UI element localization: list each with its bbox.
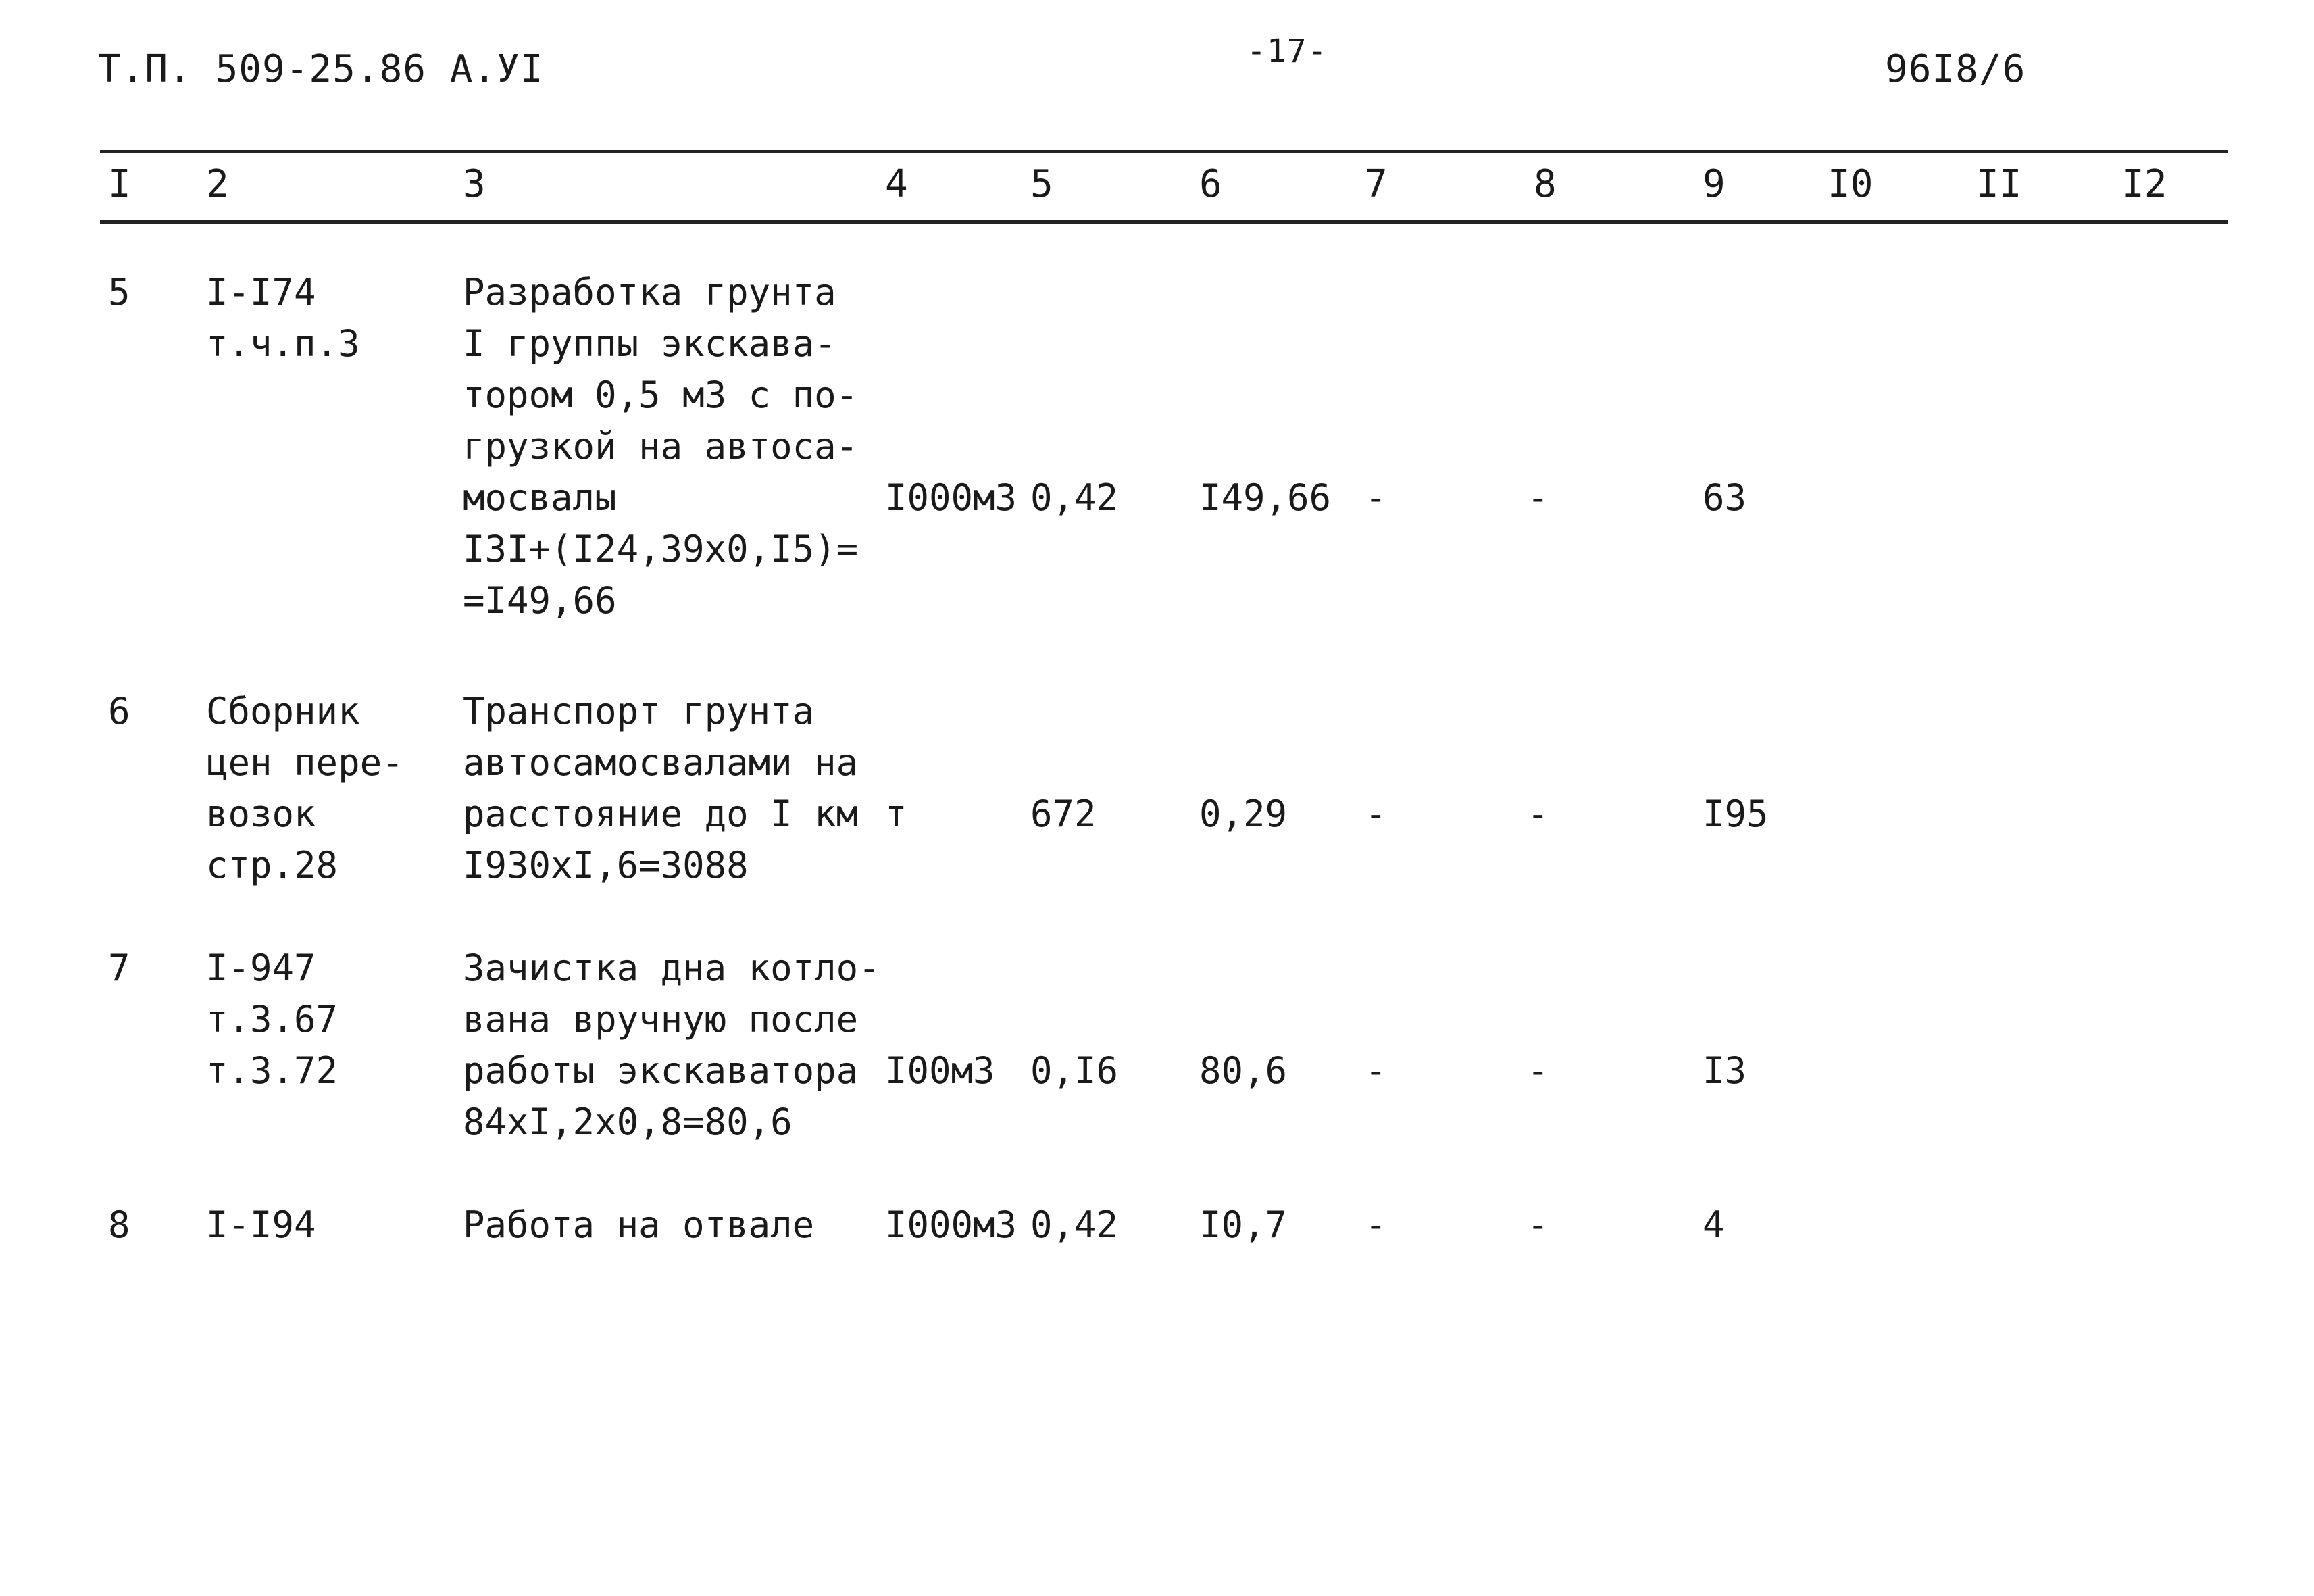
column-number-4: 4 <box>885 162 908 206</box>
table-header-rule <box>100 220 2228 224</box>
row-number: 7 <box>108 947 130 989</box>
column-number-5: 5 <box>1030 162 1053 206</box>
unit-price: 0,29 <box>1199 793 1288 835</box>
column-number-7: 7 <box>1365 162 1388 206</box>
unit-price: I0,7 <box>1199 1203 1288 1246</box>
column-9-value: I3 <box>1703 1049 1747 1092</box>
column-7-value: - <box>1365 1203 1387 1246</box>
unit-of-measure: I00м3 <box>885 1049 995 1092</box>
page-number: -17- <box>1247 32 1328 70</box>
norm-reference: I-I94 <box>206 1203 316 1246</box>
work-description: Транспорт грунта автосамосвалами на расстояние до I км I930хI,6=3088 <box>463 690 859 887</box>
column-7-value: - <box>1365 476 1387 519</box>
row-number: 6 <box>108 690 130 732</box>
column-number-6: 6 <box>1199 162 1222 206</box>
quantity: 0,I6 <box>1030 1049 1119 1092</box>
row-number: 8 <box>108 1203 130 1246</box>
norm-reference: I-947 т.3.67 т.3.72 <box>206 947 338 1092</box>
document-reference: Т.П. 509-25.86 А.УI <box>98 47 544 91</box>
row-number: 5 <box>108 271 130 314</box>
work-description: Работа на отвале <box>463 1203 815 1246</box>
column-number-2: 2 <box>206 162 229 206</box>
column-number-3: 3 <box>463 162 486 206</box>
document-code: 96I8/6 <box>1885 47 2026 91</box>
quantity: 0,42 <box>1030 1203 1119 1246</box>
norm-reference: Сборник цен пере- возок стр.28 <box>206 690 404 887</box>
column-8-value: - <box>1527 476 1549 519</box>
column-9-value: 4 <box>1703 1203 1725 1246</box>
quantity: 672 <box>1030 793 1097 835</box>
column-number-11: II <box>1976 162 2022 206</box>
table-top-rule <box>100 150 2228 153</box>
unit-of-measure: т <box>885 793 907 835</box>
column-8-value: - <box>1527 1203 1549 1246</box>
work-description: Разработка грунта I группы экскава- тором 0,5 м3 с по- грузкой на автоса- мосвалы I3I+(I24,39х0,I5)= =I49,66 <box>463 271 859 622</box>
column-9-value: 63 <box>1703 476 1747 519</box>
column-8-value: - <box>1527 793 1549 835</box>
column-number-1: I <box>108 162 131 206</box>
column-number-12: I2 <box>2121 162 2167 206</box>
quantity: 0,42 <box>1030 476 1119 519</box>
norm-reference: I-I74 т.ч.п.3 <box>206 271 360 365</box>
column-8-value: - <box>1527 1049 1549 1092</box>
work-description: Зачистка дна котло- вана вручную после работы экскаватора 84хI,2х0,8=80,6 <box>463 947 880 1143</box>
column-number-10: I0 <box>1828 162 1873 206</box>
unit-price: I49,66 <box>1199 476 1332 519</box>
unit-price: 80,6 <box>1199 1049 1288 1092</box>
column-9-value: I95 <box>1703 793 1769 835</box>
column-number-9: 9 <box>1703 162 1726 206</box>
column-7-value: - <box>1365 1049 1387 1092</box>
column-number-8: 8 <box>1534 162 1557 206</box>
unit-of-measure: I000м3 <box>885 1203 1017 1246</box>
column-7-value: - <box>1365 793 1387 835</box>
unit-of-measure: I000м3 <box>885 476 1017 519</box>
